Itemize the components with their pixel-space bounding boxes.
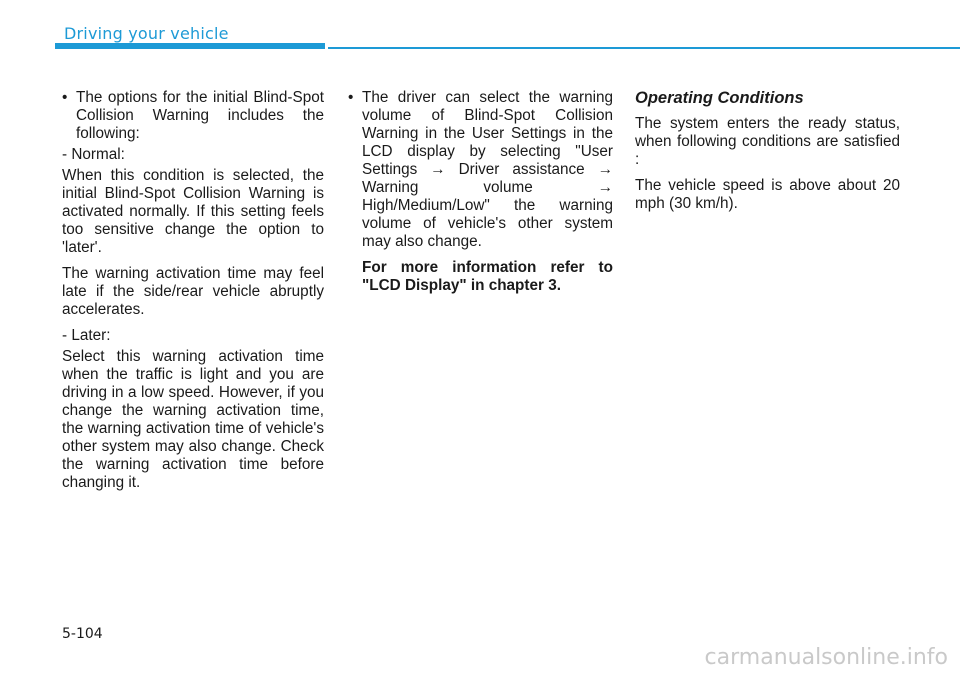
watermark: carmanualsonline.info (704, 645, 948, 670)
option-normal-description: When this condition is selected, the initial Blind-Spot Collision Warning is activated normally. If this setting feels too sensitive change the option to 'later'. (62, 167, 324, 256)
option-normal-label: - Normal: (62, 146, 125, 163)
bullet-icon: • (62, 89, 68, 106)
bullet-icon: • (348, 89, 354, 106)
bullet-text: The options for the initial Blind-Spot Collision Warning includes the following: (76, 89, 324, 142)
condition-speed: The vehicle speed is above about 20 mph (30 km/h). (635, 177, 900, 212)
column-2 (348, 89, 613, 295)
column-3 (635, 89, 900, 213)
conditions-intro: The system enters the ready status, when following conditions are satisfied : (635, 115, 900, 168)
header-bar-thick (55, 43, 325, 49)
bullet-item (348, 89, 613, 295)
reference-note: For more information refer to "LCD Display" in chapter 3. (362, 259, 613, 294)
option-later-label: - Later: (62, 327, 111, 344)
operating-conditions-heading: Operating Conditions (635, 89, 804, 107)
header-bar-thin (328, 47, 960, 49)
option-later-description: Select this warning activation time when the traffic is light and you are driving in a low speed. However, if you change the warning activation time, the warning activation time of vehicle's other system may also change. Check the warning activation time before changing it. (62, 348, 324, 491)
bullet-text: The driver can select the warning volume of Blind-Spot Collision Warning in the User Settings in the LCD display by selecting "User Settings → Driver assistance → Warning volume → High/Medium/Low" the warning volume of vehicle's other system may also change. (362, 89, 613, 250)
section-title: Driving your vehicle (64, 24, 229, 43)
column-1 (62, 89, 324, 492)
page-number: 5-104 (62, 626, 103, 642)
bullet-item (62, 89, 324, 143)
option-normal-note: The warning activation time may feel late if the side/rear vehicle abruptly accelerates. (62, 265, 324, 318)
